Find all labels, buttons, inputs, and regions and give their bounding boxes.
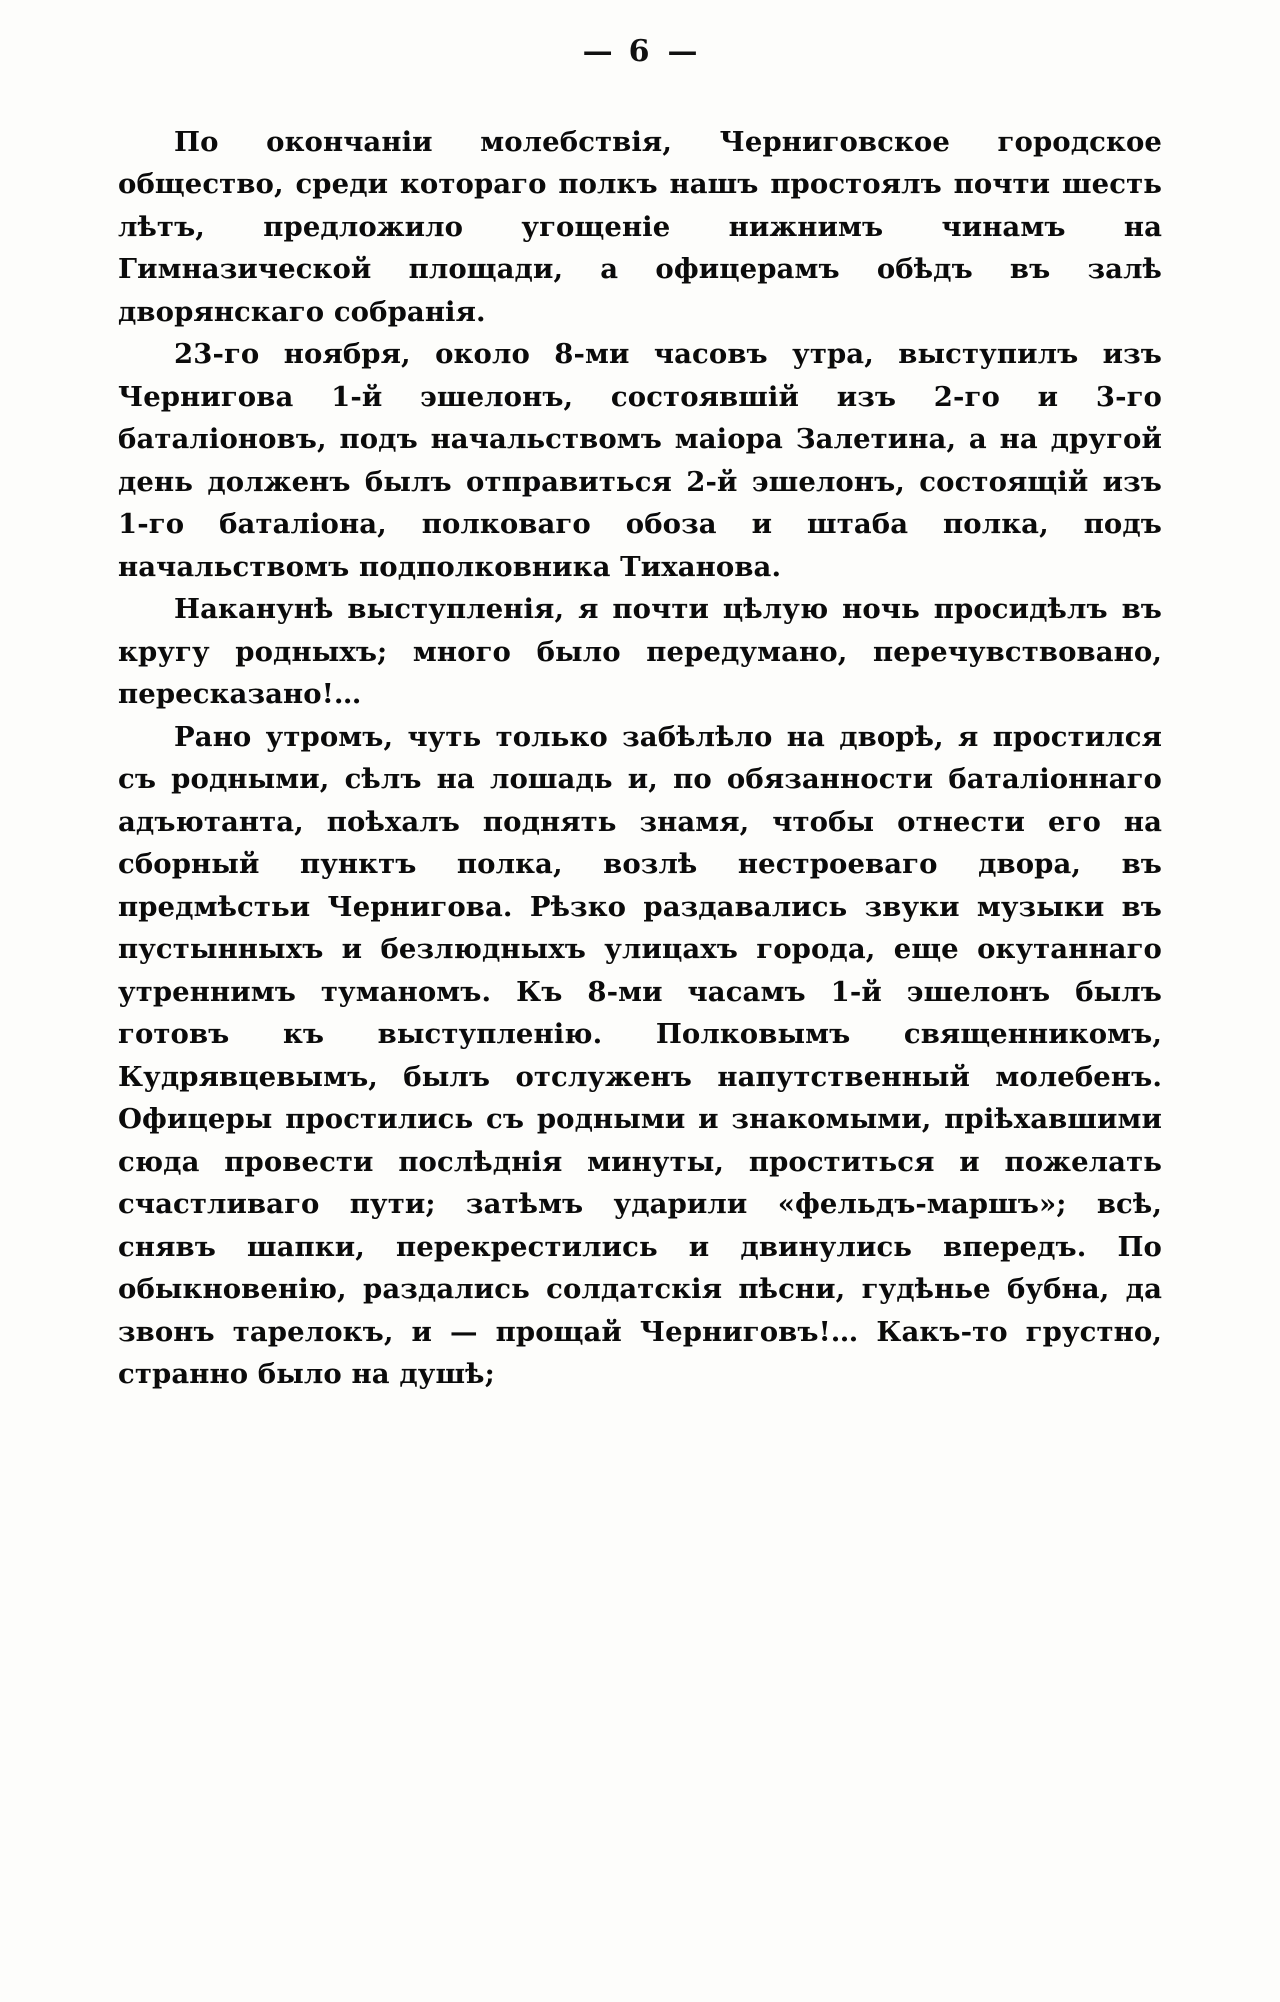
paragraph-2: 23-го ноября, около 8-ми часовъ утра, выступилъ изъ Чернигова 1-й эшелонъ, состоявшій изъ 2-го и 3-го баталіоновъ, подъ начальствомъ маіора Залетина, а на другой день долженъ былъ отправиться 2-й эшелонъ, состоящій изъ 1-го баталіона, полковаго обоза и штаба полка, подъ начальствомъ подполковника Тиханова. <box>118 338 1162 583</box>
page-header <box>0 0 1280 69</box>
paragraph-3: Наканунѣ выступленія, я почти цѣлую ночь просидѣлъ въ кругу родныхъ; много было передумано, перечувствовано, пересказано!… <box>118 593 1162 711</box>
paragraph-1: По окончаніи молебствія, Черниговское городское общество, среди котораго полкъ нашъ простоялъ почти шесть лѣтъ, предложило угощеніе нижнимъ чинамъ на Гимназической площади, а офицерамъ обѣдъ въ залѣ дворянскаго собранія. <box>118 126 1162 328</box>
page-number: 6 <box>628 34 652 69</box>
paragraph-4: Рано утромъ, чуть только забѣлѣло на дворѣ, я простился съ родными, сѣлъ на лошадь и, по обязанности баталіоннаго адъютанта, поѣхалъ поднять знамя, чтобы отнести его на сборный пунктъ полка, возлѣ нестроеваго двора, въ предмѣстьи Чернигова. Рѣзко раздавались звуки музыки въ пустынныхъ и безлюдныхъ улицахъ города, еще окутаннаго утреннимъ туманомъ. Къ 8-ми часамъ 1-й эшелонъ былъ готовъ къ выступленію. Полковымъ священникомъ, Кудрявцевымъ, былъ отслуженъ напутственный молебенъ. Офицеры простились съ родными и знакомыми, пріѣхавшими сюда провести послѣднія минуты, проститься и пожелать счастливаго пути; затѣмъ ударили «фельдъ-маршъ»; всѣ, снявъ шапки, перекрестились и двинулись впередъ. По обыкновенію, раздались солдатскія пѣсни, гудѣнье бубна, да звонъ тарелокъ, и — прощай Черниговъ!… Какъ-то грустно, странно было на душѣ; <box>118 720 1162 1391</box>
header-dash-left: — <box>582 34 613 69</box>
body-text <box>118 121 1162 1396</box>
header-dash-right: — <box>667 34 698 69</box>
